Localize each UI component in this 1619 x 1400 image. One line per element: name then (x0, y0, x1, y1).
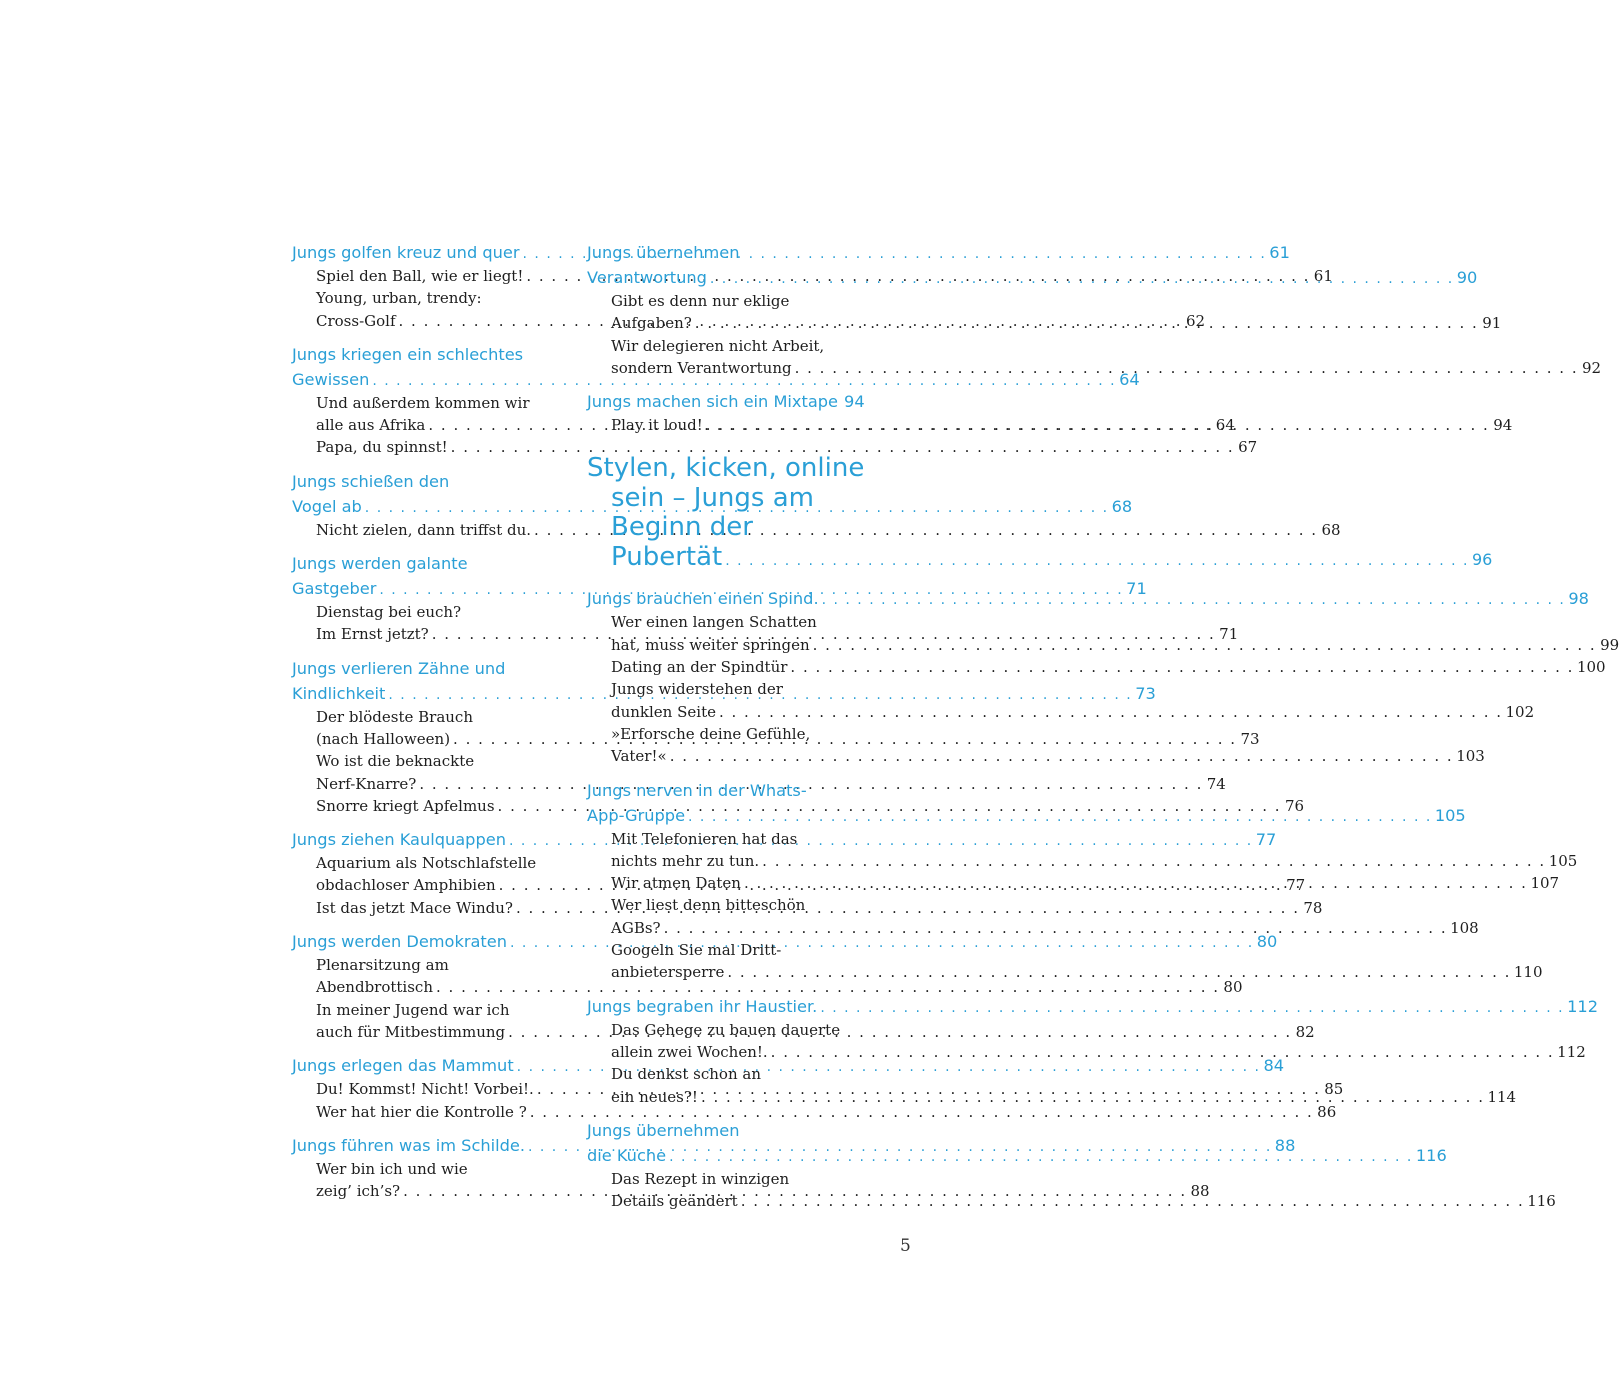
toc-page-number: 88 (1190, 1182, 1210, 1201)
toc-title-text: Nerf-Knarre? (316, 774, 417, 793)
toc-title-text: Pubertät (611, 541, 723, 572)
dot-leader (741, 1190, 1525, 1212)
toc-chapter-title[interactable] (587, 453, 865, 484)
toc-page-number: 61 (1269, 243, 1290, 262)
toc-title-text: Dienstag bei euch? (316, 603, 462, 622)
toc-title-text: obdachloser Amphibien (316, 876, 496, 895)
toc-page-number: 112 (1567, 996, 1599, 1016)
toc-page-number: 71 (1126, 579, 1147, 599)
dot-leader (771, 1041, 1555, 1063)
toc-page-number: 94 (1493, 416, 1513, 435)
toc-heading[interactable] (587, 994, 1599, 1019)
toc-title-text: Wer liest denn bitteschön (611, 896, 806, 915)
toc-subheading[interactable] (587, 1041, 1586, 1063)
toc-title-text: alle aus Afrika (316, 416, 426, 435)
toc-page-number: 96 (1472, 549, 1493, 569)
toc-title-text: anbietersperre (611, 963, 725, 982)
toc-subheading[interactable] (587, 850, 1578, 872)
toc-subheading[interactable] (587, 678, 861, 700)
toc-title-text: Details geändert (611, 1192, 738, 1211)
toc-title-text: Mit Telefonieren hat das (611, 829, 798, 848)
toc-subheading[interactable] (587, 335, 861, 357)
toc-title-text: Ist das jetzt Mace Windu? (316, 898, 513, 917)
toc-title-text: Gastgeber (292, 579, 377, 599)
toc-page-number: 84 (1263, 1056, 1285, 1076)
toc-title-text: Jungs führen was im Schilde. (292, 1135, 525, 1155)
toc-page-number: 74 (1206, 774, 1226, 793)
toc-title-text: Jungs nerven in der Whats- (587, 780, 807, 800)
dot-leader (725, 543, 1469, 577)
toc-title-text: Das Gehege zu bauen dauerte (611, 1020, 841, 1039)
toc-page-number: 76 (1284, 796, 1305, 815)
toc-title-text: Stylen, kicken, online (587, 453, 865, 484)
toc-subheading[interactable] (292, 1158, 566, 1180)
toc-title-text: auch für Mitbestimmung (316, 1022, 506, 1041)
toc-page-number: 64 (1215, 416, 1235, 435)
toc-subheading[interactable] (292, 706, 566, 728)
dot-leader (664, 917, 1448, 939)
toc-title-text: Wo ist die beknackte (316, 752, 475, 771)
dot-leader (813, 634, 1597, 656)
toc-page-number: 94 (844, 392, 865, 412)
toc-title-text: Wir atmen Daten (611, 874, 741, 893)
toc-heading[interactable] (292, 551, 566, 576)
toc-title-text: Verantwortung (587, 268, 707, 287)
toc-subheading[interactable] (587, 1019, 861, 1041)
toc-page-number: 80 (1256, 932, 1278, 952)
toc-title-text: Play it loud! (611, 416, 703, 435)
toc-subheading[interactable] (587, 1168, 861, 1190)
dot-leader (822, 586, 1566, 613)
toc-page-number: 105 (1548, 851, 1578, 870)
toc-subheading[interactable] (292, 976, 1243, 998)
toc-subheading[interactable] (292, 392, 566, 414)
toc-title-text: Jungs machen sich ein Mixtape (587, 392, 839, 412)
toc-title-text: Jungs verlieren Zähne und (292, 658, 506, 678)
toc-title-text: Jungs widerstehen der (611, 680, 783, 699)
toc-title-text: Wer einen langen Schatten (611, 613, 817, 632)
toc-title-text: Googeln Sie mal Dritt- (611, 941, 782, 960)
toc-title-text: die Küche (587, 1145, 667, 1165)
dot-leader (727, 961, 1511, 983)
toc-subheading[interactable] (587, 1063, 861, 1085)
toc-subheading[interactable] (292, 954, 566, 976)
toc-page-number: 116 (1527, 1192, 1556, 1211)
dot-leader (701, 1086, 1485, 1108)
toc-page-number: 62 (1185, 311, 1206, 330)
toc-page-number: 107 (1530, 874, 1560, 893)
toc-title-text: Im Ernst jetzt? (316, 625, 429, 644)
toc-page-number: 91 (1482, 314, 1502, 333)
toc-title-text: Beginn der (611, 512, 753, 543)
toc-title-text: sein – Jungs am (611, 482, 814, 513)
toc-subheading[interactable] (587, 894, 861, 916)
toc-page-number: 77 (1255, 830, 1277, 850)
toc-page-number: 68 (1321, 520, 1341, 539)
toc-page-number: 82 (1295, 1022, 1315, 1041)
dot-leader (762, 850, 1546, 872)
toc-subheading[interactable] (292, 999, 566, 1021)
dot-leader (795, 357, 1579, 379)
toc-title-text: Jungs schießen den (292, 471, 450, 491)
toc-title-text: Jungs erlegen das Mammut (292, 1056, 514, 1076)
toc-subheading[interactable] (587, 723, 861, 745)
toc-page-number: 86 (1317, 1102, 1337, 1121)
toc-title-text: Jungs übernehmen (587, 243, 740, 262)
dot-leader (695, 312, 1479, 334)
toc-subheading[interactable] (587, 961, 1543, 983)
toc-title-text: Jungs golfen kreuz und quer (292, 243, 520, 262)
toc-page-number: 102 (1505, 702, 1535, 721)
toc-subheading[interactable] (292, 287, 566, 309)
toc-page-number: 73 (1240, 729, 1260, 748)
toc-title-text: allein zwei Wochen!. (611, 1042, 768, 1061)
toc-title-text: Und außerdem kommen wir (316, 393, 530, 412)
dot-leader (790, 656, 1574, 678)
toc-title-text: Jungs ziehen Kaulquappen (292, 830, 506, 850)
toc-title-text: Wer hat hier die Kontrolle ? (316, 1102, 527, 1121)
toc-subheading[interactable] (292, 436, 1258, 458)
toc-subheading[interactable] (587, 656, 1606, 678)
dot-leader (710, 265, 1454, 292)
toc-page-number: 80 (1223, 978, 1243, 997)
toc-page-number: 100 (1576, 658, 1606, 677)
toc-title-text: Spiel den Ball, wie er liegt! (316, 267, 524, 285)
toc-title-text: Plenarsitzung am (316, 956, 449, 975)
toc-heading[interactable] (587, 1118, 861, 1143)
toc-title-text: sondern Verantwortung (611, 358, 792, 377)
toc-title-text: Young, urban, trendy: (316, 289, 482, 308)
toc-page-number: 98 (1568, 589, 1589, 609)
toc-chapter-title[interactable] (587, 513, 861, 543)
toc-title-text: Aquarium als Notschlafstelle (316, 854, 537, 873)
toc-page-number: 71 (1219, 625, 1239, 644)
toc-subheading[interactable] (292, 1101, 1337, 1123)
dot-leader (670, 745, 1454, 767)
toc-title-text: Das Rezept in winzigen (611, 1169, 790, 1188)
dot-leader (706, 414, 1490, 436)
toc-title-text: Du! Kommst! Nicht! Vorbei!. (316, 1080, 534, 1099)
toc-title-text: Der blödeste Brauch (316, 707, 473, 726)
toc-title-text: Jungs werden galante (292, 554, 468, 574)
toc-page-number: 92 (1582, 358, 1602, 377)
toc-title-text: Jungs übernehmen (587, 1120, 740, 1140)
toc-page-number: 99 (1600, 635, 1619, 654)
toc-heading[interactable] (292, 469, 566, 494)
toc-subheading[interactable] (292, 852, 566, 874)
toc-title-text: Jungs brauchen einen Spind. (587, 589, 819, 609)
toc-title-text: Dating an der Spindtür (611, 658, 788, 677)
toc-chapter-title[interactable] (587, 484, 861, 514)
toc-page-number: 108 (1450, 918, 1479, 937)
toc-title-text: nichts mehr zu tun. (611, 851, 760, 870)
toc-subheading[interactable] (587, 290, 861, 312)
toc-title-text: Vater!« (611, 747, 667, 766)
toc-chapter-title[interactable] (587, 541, 1493, 573)
toc-title-text: Gibt es denn nur eklige (611, 292, 790, 310)
toc-page-number: 105 (1434, 805, 1466, 825)
toc-title-text: hat, muss weiter springen (611, 635, 810, 654)
toc-title-text: Kindlichkeit (292, 683, 386, 703)
toc-heading[interactable] (587, 240, 861, 265)
toc-page-number: 77 (1286, 876, 1306, 895)
toc-title-text: Wer bin ich und wie (316, 1159, 468, 1178)
toc-title-text: Nicht zielen, dann triffst du. (316, 520, 532, 539)
toc-page-number: 67 (1238, 438, 1258, 457)
toc-title-text: In meiner Jugend war ich (316, 1000, 510, 1019)
toc-title-text: Gewissen (292, 369, 370, 389)
toc-title-text: Abendbrottisch (316, 978, 433, 997)
toc-heading[interactable] (292, 656, 566, 681)
toc-page-number: 61 (1313, 267, 1333, 285)
toc-heading[interactable] (587, 778, 861, 803)
toc-page-number: 73 (1135, 683, 1156, 703)
toc-heading[interactable] (587, 389, 865, 414)
toc-page-number: 88 (1274, 1135, 1296, 1155)
toc-title-text: Jungs kriegen ein schlechtes (292, 344, 524, 364)
toc-title-text: Jungs begraben ihr Haustier. (587, 996, 818, 1016)
toc-subheading[interactable] (587, 745, 1485, 767)
toc-title-text: Papa, du spinnst! (316, 438, 448, 457)
toc-page-number: 90 (1456, 268, 1478, 287)
toc-subheading[interactable] (292, 601, 566, 623)
toc-title-text: App-Gruppe (587, 805, 686, 825)
toc-page-number: 68 (1111, 496, 1133, 516)
toc-subheading[interactable] (587, 939, 861, 961)
toc-subheading[interactable] (587, 611, 861, 633)
toc-title-text: Aufgaben? (611, 314, 692, 333)
toc-page-number: 85 (1324, 1080, 1344, 1099)
toc-title-text: zeig’ ich’s? (316, 1182, 401, 1201)
toc-page-number: 78 (1303, 898, 1323, 917)
dot-leader (820, 994, 1564, 1021)
toc-page-number: 116 (1415, 1145, 1447, 1165)
toc-subheading[interactable] (587, 701, 1535, 723)
toc-title-text: dunklen Seite (611, 702, 716, 721)
toc-heading[interactable] (292, 342, 566, 367)
page-number: 5 (900, 1236, 911, 1256)
toc-subheading[interactable] (587, 828, 861, 850)
toc-title-text: Wir delegieren nicht Arbeit, (611, 336, 825, 355)
toc-subheading[interactable] (292, 750, 566, 772)
toc-title-text: Cross-Golf (316, 311, 396, 330)
dot-leader (688, 803, 1432, 830)
toc-page-number: 112 (1557, 1042, 1586, 1061)
toc-title-text: ein neues?! (611, 1087, 698, 1106)
toc-title-text: »Erforsche deine Gefühle, (611, 724, 811, 743)
toc-title-text: Snorre kriegt Apfelmus (316, 796, 495, 815)
toc-page-number: 114 (1487, 1087, 1517, 1106)
toc-title-text: Du denkst schon an (611, 1065, 761, 1084)
toc-subheading[interactable] (587, 917, 1479, 939)
toc-page-number: 64 (1119, 369, 1140, 389)
toc-title-text: Jungs werden Demokraten (292, 932, 507, 952)
toc-page-number: 103 (1456, 747, 1485, 766)
dot-leader (744, 872, 1528, 894)
toc-title-text: AGBs? (611, 918, 661, 937)
toc-title-text: (nach Halloween) (316, 729, 451, 748)
toc-title-text: Vogel ab (292, 496, 362, 516)
dot-leader (669, 1143, 1413, 1170)
dot-leader (719, 701, 1503, 723)
toc-page-number: 110 (1513, 963, 1543, 982)
